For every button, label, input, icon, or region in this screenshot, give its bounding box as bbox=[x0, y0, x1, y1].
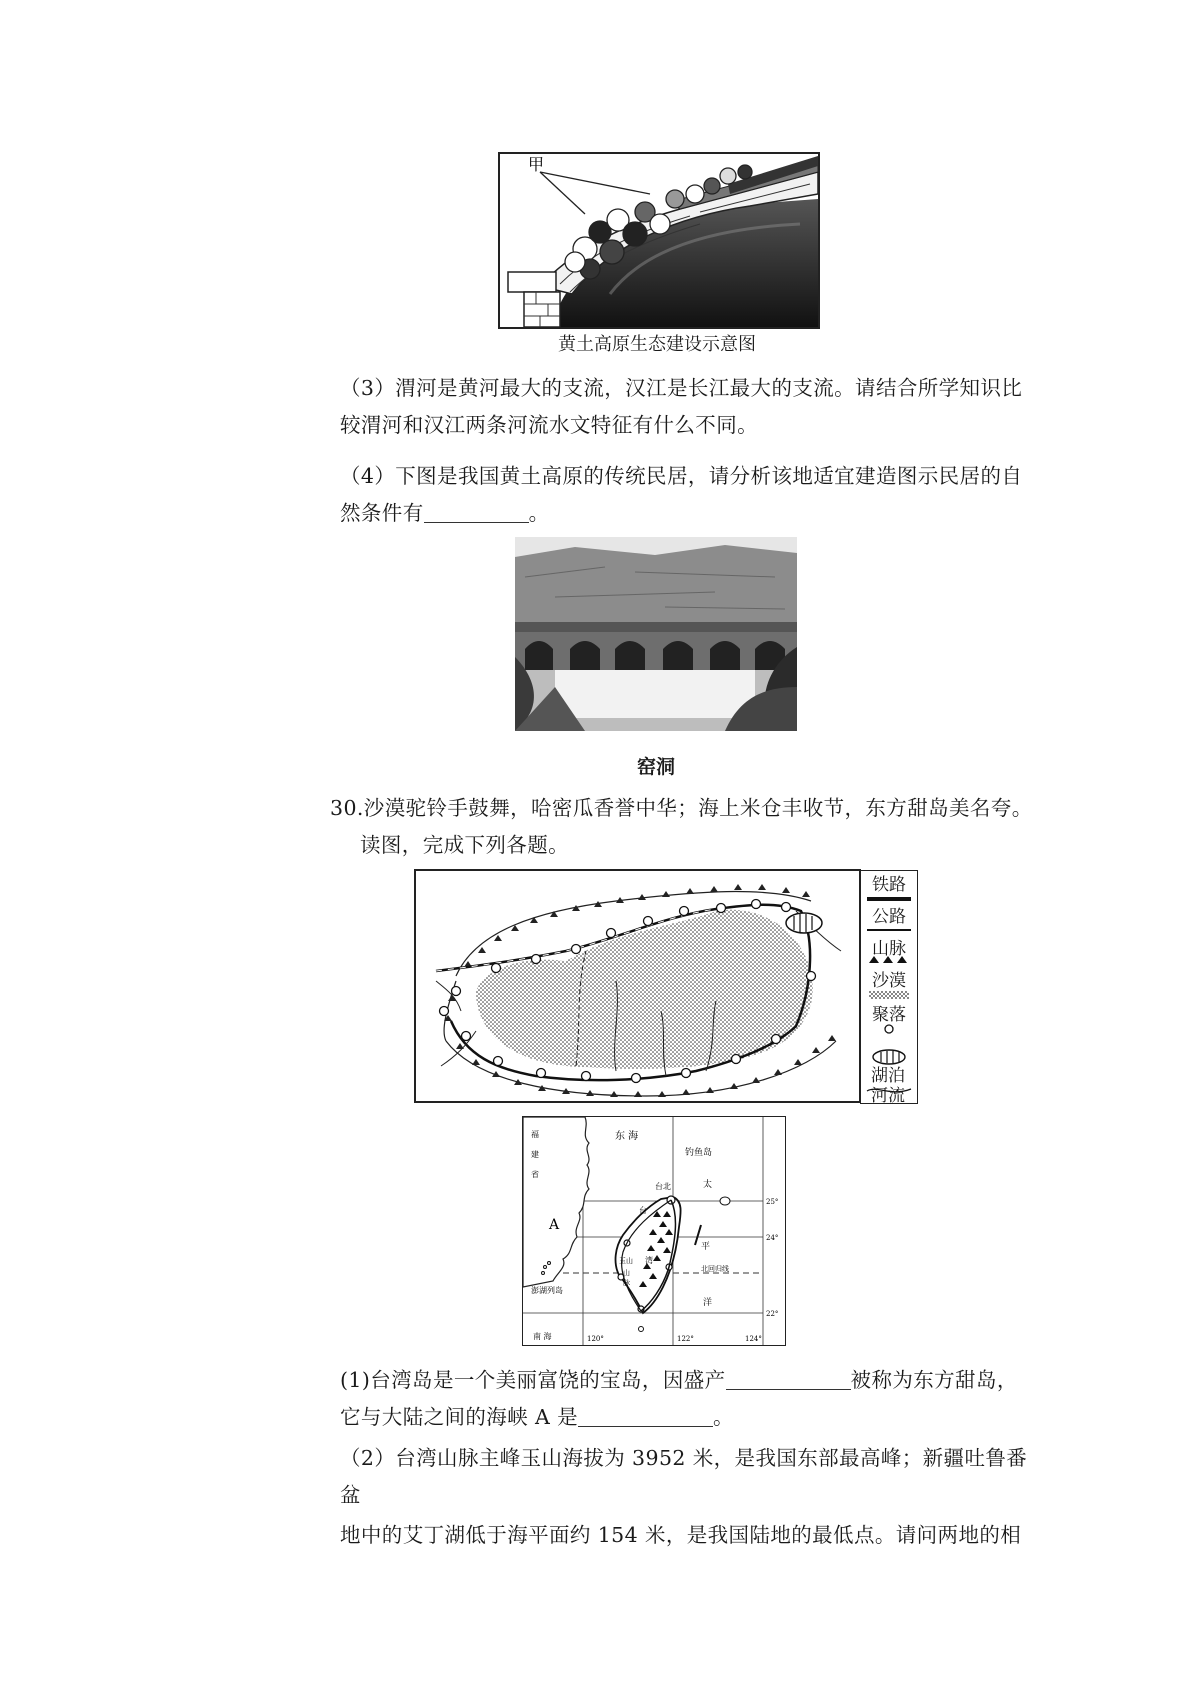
map-label-ping: 平 bbox=[701, 1242, 711, 1252]
figure1-caption: 黄土高原生态建设示意图 bbox=[558, 334, 756, 355]
legend-mountain: 山脉 bbox=[872, 939, 906, 959]
answer-blank-q1a[interactable] bbox=[726, 1371, 851, 1390]
map-label-shan: 山 bbox=[623, 1269, 630, 1277]
map-label-lon-124: 124° bbox=[745, 1335, 762, 1343]
settlement-symbol bbox=[885, 1025, 893, 1033]
map-label-lat-24: 24° bbox=[766, 1234, 779, 1242]
question-2-line1: （2）台湾山脉主峰玉山海拔为 3952 米，是我国东部最高峰；新疆吐鲁番盆 bbox=[340, 1446, 1028, 1507]
map-label-penghu: 澎湖列岛 bbox=[531, 1286, 563, 1295]
question-1-line2-prefix: 它与大陆之间的海峡 A 是 bbox=[340, 1405, 579, 1429]
map-label-mai: 脉 bbox=[623, 1279, 630, 1287]
map-label-fu: 福 bbox=[531, 1130, 539, 1139]
map-label-tropic: 北回归线 bbox=[701, 1265, 729, 1273]
question-3-line2: 较渭河和汉江两条河流水文特征有什么不同。 bbox=[340, 413, 758, 437]
question-1-line2 bbox=[340, 1399, 1040, 1436]
map-label-yushan: 玉山 bbox=[619, 1257, 633, 1265]
figure2-caption: 窑洞 bbox=[636, 756, 675, 778]
legend-lake-label: 湖泊 bbox=[871, 1066, 905, 1086]
question-4-line2-suffix: 。 bbox=[528, 501, 550, 525]
map-label-lon-120: 120° bbox=[587, 1335, 604, 1343]
question-2-line2: 地中的艾丁湖低于海平面约 154 米，是我国陆地的最低点。请问两地的相 bbox=[340, 1523, 1022, 1547]
question-4-line2 bbox=[340, 495, 1040, 532]
label-jia: 甲 bbox=[528, 155, 545, 174]
answer-blank-q4[interactable] bbox=[424, 504, 529, 523]
map-label-lon-122: 122° bbox=[677, 1335, 694, 1343]
question-1-line1-suffix: 被称为东方甜岛， bbox=[850, 1368, 1018, 1392]
map-label-diaoyu: 钓鱼岛 bbox=[685, 1148, 713, 1158]
map-label-lat-22: 22° bbox=[766, 1310, 779, 1318]
legend-railway: 铁路 bbox=[872, 875, 906, 895]
question-4 bbox=[340, 458, 1040, 532]
question-3 bbox=[340, 370, 1040, 444]
map-label-lat-25: 25° bbox=[766, 1198, 779, 1206]
map-label-tai: 台 bbox=[639, 1206, 647, 1215]
tarim-basin-map bbox=[414, 869, 861, 1103]
question-3-line1: （3）渭河是黄河最大的支流，汉江是长江最大的支流。请结合所学知识比 bbox=[340, 376, 1023, 400]
tarim-basin-illustration bbox=[416, 871, 859, 1101]
map-label-wan: 湾 bbox=[645, 1256, 653, 1265]
map-label-east-sea: 东 海 bbox=[615, 1131, 639, 1142]
map-label-tai-pacific: 太 bbox=[703, 1180, 713, 1190]
map-label-sheng: 省 bbox=[531, 1170, 539, 1179]
taiwan-illustration bbox=[523, 1117, 785, 1345]
lake-symbol bbox=[873, 1050, 905, 1064]
cave-dwelling-illustration bbox=[515, 537, 797, 731]
taiwan-map bbox=[522, 1116, 786, 1346]
question-2 bbox=[340, 1440, 1040, 1554]
railway-symbol bbox=[867, 897, 911, 901]
answer-blank-q1b[interactable] bbox=[578, 1408, 713, 1427]
legend-river-label: 河流 bbox=[871, 1086, 905, 1106]
question-4-line2-prefix: 然条件有 bbox=[340, 501, 424, 525]
map-label-taibei: 台北 bbox=[655, 1182, 671, 1191]
question-1 bbox=[340, 1362, 1040, 1436]
question-1-line2-suffix: 。 bbox=[713, 1405, 734, 1429]
question-30-line2: 读图，完成下列各题。 bbox=[360, 833, 569, 857]
map-label-yang: 洋 bbox=[703, 1298, 713, 1308]
legend-settlement: 聚落 bbox=[872, 1005, 906, 1025]
question-30-line1: 30.沙漠驼铃手鼓舞，哈密瓜香誉中华；海上米仓丰收节，东方甜岛美名夸。 bbox=[330, 796, 1033, 820]
loess-plateau-figure bbox=[498, 152, 820, 329]
legend-road: 公路 bbox=[872, 907, 906, 927]
map-label-a: A bbox=[549, 1217, 560, 1233]
cave-dwelling-photo bbox=[515, 537, 797, 731]
map-label-jian: 建 bbox=[531, 1150, 539, 1159]
desert-symbol bbox=[869, 991, 909, 999]
question-1-line1-prefix: (1)台湾岛是一个美丽富饶的宝岛，因盛产 bbox=[340, 1368, 726, 1392]
loess-plateau-illustration bbox=[500, 154, 818, 327]
question-1-line1 bbox=[340, 1362, 1040, 1399]
legend-desert: 沙漠 bbox=[872, 971, 906, 991]
question-4-line1: （4）下图是我国黄土高原的传统民居，请分析该地适宜建造图示民居的自 bbox=[340, 464, 1023, 488]
map-label-south-sea: 南 海 bbox=[533, 1332, 552, 1341]
question-30 bbox=[330, 790, 1050, 864]
